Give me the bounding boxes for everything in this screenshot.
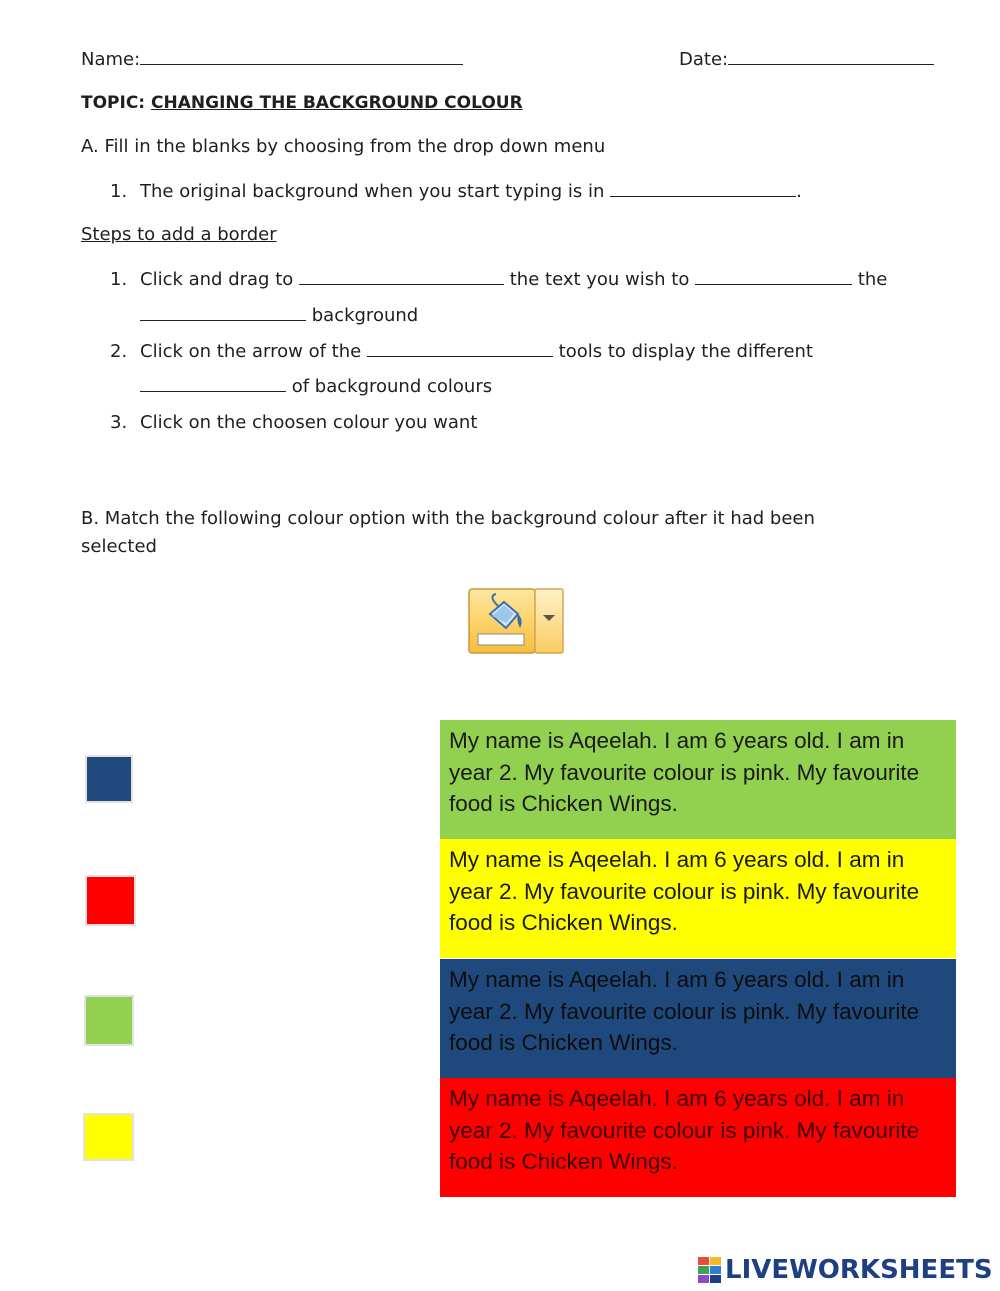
step2-part1: Click on the arrow of the [140,341,362,362]
step1-blank-1[interactable] [299,268,504,285]
step2-blank-1[interactable] [367,340,553,357]
step-1 [110,268,887,291]
step3-text: Click on the choosen colour you want [140,412,478,433]
paint-bucket-icon [468,588,564,655]
step1-part1: Click and drag to [140,269,294,290]
section-b-line-2: selected [81,536,157,557]
text-box-red[interactable]: My name is Aqeelah. I am 6 years old. I am in year 2. My favourite colour is pink. My favourite food is Chicken Wings. [440,1078,956,1197]
topic-heading [81,93,523,113]
topic-title: CHANGING THE BACKGROUND COLOUR [151,93,523,113]
step1-blank-2[interactable] [695,268,852,285]
section-b-line-1: B. Match the following colour option with the background colour after it had been [81,508,815,529]
name-row [81,48,463,71]
swatch-green[interactable] [86,997,132,1044]
q1-dropdown-blank[interactable] [610,180,796,197]
section-a-instruction: A. Fill in the blanks by choosing from the drop down menu [81,136,606,157]
date-row [679,48,934,71]
liveworksheets-logo [698,1254,993,1286]
date-field[interactable] [728,48,934,65]
step1-blank-3[interactable] [140,304,306,321]
topic-prefix: TOPIC: [81,93,152,113]
name-label: Name: [81,49,141,70]
text-box-yellow[interactable]: My name is Aqeelah. I am 6 years old. I am in year 2. My favourite colour is pink. My favourite food is Chicken Wings. [440,839,956,958]
step-2 [110,340,813,363]
step3-number: 3. [110,412,128,433]
q1-end: . [796,181,802,202]
text-box-dark-blue[interactable]: My name is Aqeelah. I am 6 years old. I am in year 2. My favourite colour is pink. My favourite food is Chicken Wings. [440,959,956,1078]
step1-part4: background [311,305,419,326]
step-1-cont [140,304,418,327]
date-label: Date: [679,49,729,70]
name-field[interactable] [140,48,463,65]
step1-part2: the text you wish to [509,269,690,290]
q1-text: The original background when you start typing is in [140,181,605,202]
step1-number: 1. [110,269,128,290]
q1-number: 1. [110,181,128,202]
swatch-yellow[interactable] [85,1115,132,1159]
swatch-dark-blue[interactable] [87,757,131,801]
step2-part2: tools to display the different [558,341,813,362]
step1-part3: the [857,269,888,290]
text-box-green[interactable]: My name is Aqeelah. I am 6 years old. I am in year 2. My favourite colour is pink. My favourite food is Chicken Wings. [440,720,956,839]
fill-color-tool [468,588,564,655]
step-2-cont [140,375,492,398]
step2-number: 2. [110,341,128,362]
liveworksheets-logo-text: LIVEWORKSHEETS [725,1255,993,1285]
swatch-red[interactable] [87,877,134,924]
step2-blank-2[interactable] [140,375,286,392]
liveworksheets-logo-icon [698,1257,722,1283]
step-3 [110,412,477,434]
step2-part3: of background colours [291,376,493,397]
steps-heading: Steps to add a border [81,224,277,245]
question-1 [110,180,802,203]
